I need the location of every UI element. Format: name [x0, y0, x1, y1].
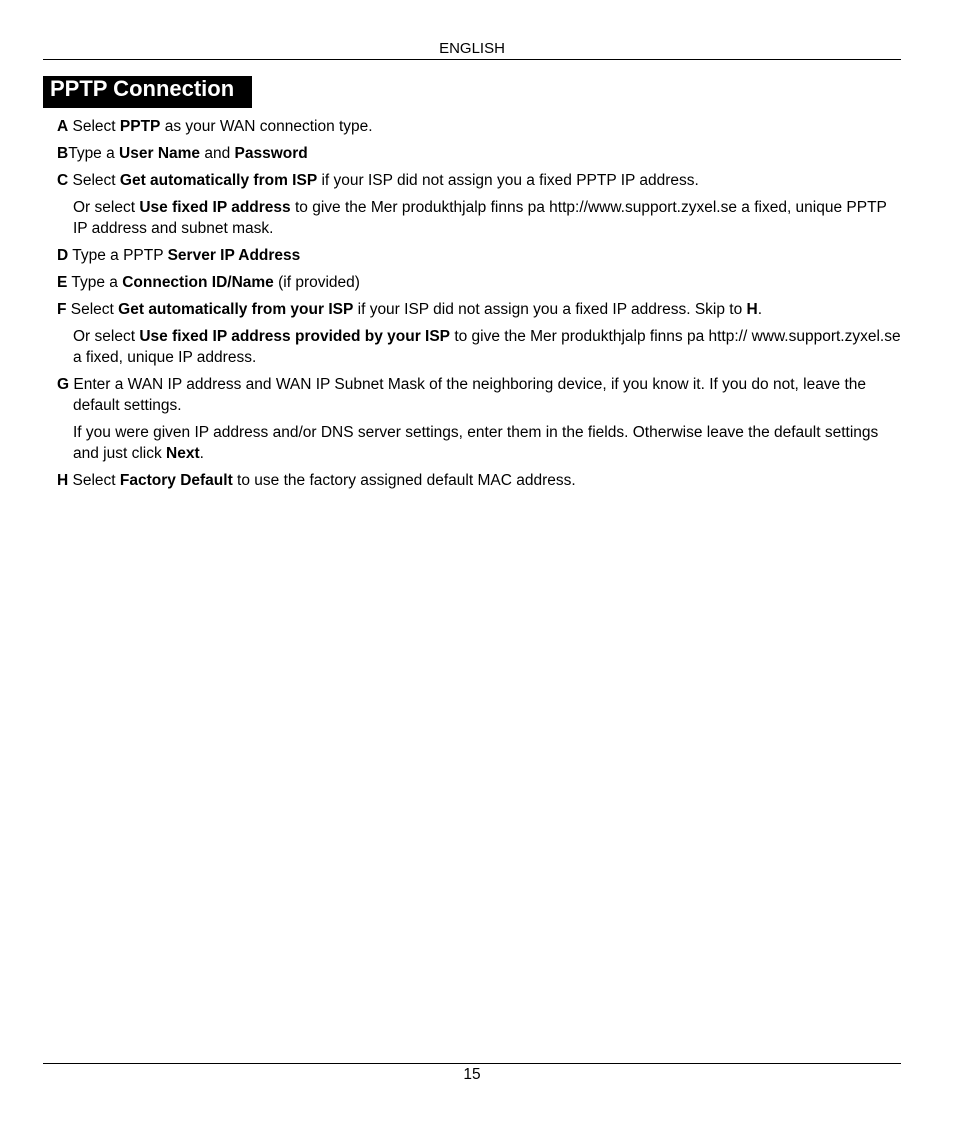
step-letter: B	[57, 145, 69, 162]
step-text: Select	[70, 301, 119, 318]
step-keyword: PPTP	[119, 118, 161, 135]
step-keyword: Server IP Address	[167, 247, 301, 264]
step-text: to use the factory assigned default MAC address.	[232, 472, 576, 489]
step-letter: G	[57, 376, 70, 393]
step-g	[57, 374, 902, 416]
section-title: PPTP Connection	[43, 76, 252, 108]
instruction-list	[57, 116, 902, 497]
step-letter: H	[57, 472, 69, 489]
step-keyword: Password	[234, 145, 308, 162]
step-keyword: Get automatically from ISP	[119, 172, 318, 189]
step-letter: C	[57, 172, 69, 189]
step-text: Select	[72, 118, 120, 135]
step-keyword: Next	[166, 445, 200, 462]
step-e	[57, 272, 902, 293]
step-letter: E	[57, 274, 68, 291]
step-text: Enter a WAN IP address and WAN IP Subnet Mask of the neighboring device, if you know it. If you do not, leave the default settings.	[73, 376, 867, 414]
footer-divider	[43, 1063, 901, 1064]
step-g-note	[57, 422, 902, 464]
step-text: Or select	[73, 199, 140, 216]
step-f	[57, 299, 902, 320]
step-text: if your ISP did not assign you a fixed PPTP IP address.	[317, 172, 699, 189]
step-text: If you were given IP address and/or DNS server settings, enter them in the fields. Otherwise leave the default settings and just click	[73, 424, 879, 462]
step-text: .	[757, 301, 763, 318]
step-keyword: H	[746, 301, 758, 318]
step-text: Or select	[73, 328, 140, 345]
step-f-note	[57, 326, 902, 368]
header-language-label: ENGLISH	[439, 40, 505, 57]
step-text: and	[200, 145, 235, 162]
step-text: Type a	[71, 274, 123, 291]
step-text: Select	[72, 472, 120, 489]
step-text: (if provided)	[273, 274, 360, 291]
step-letter: F	[57, 301, 67, 318]
step-text: .	[199, 445, 204, 462]
header-divider	[43, 59, 901, 60]
step-letter: A	[57, 118, 69, 135]
step-c	[57, 170, 902, 191]
step-keyword: Use fixed IP address	[139, 199, 291, 216]
step-keyword: Connection ID/Name	[122, 274, 274, 291]
step-a	[57, 116, 902, 137]
step-keyword: Factory Default	[119, 472, 233, 489]
step-c-note	[57, 197, 902, 239]
step-text: Select	[72, 172, 120, 189]
page-number: 15	[463, 1066, 481, 1083]
step-text: as your WAN connection type.	[160, 118, 373, 135]
step-text: to give the Mer produkthjalp finns pa http://www.support.zyxel.se a fixed, unique PPTP IP address and subnet mask.	[73, 199, 887, 237]
step-keyword: Get automatically from your ISP	[118, 301, 354, 318]
step-text: Type a	[68, 145, 120, 162]
step-b	[57, 143, 902, 164]
step-d	[57, 245, 902, 266]
step-keyword: Use fixed IP address provided by your ISP	[139, 328, 451, 345]
step-text: if your ISP did not assign you a fixed IP address. Skip to	[353, 301, 747, 318]
step-h	[57, 470, 902, 491]
step-text: Type a PPTP	[72, 247, 168, 264]
step-text: to give the Mer produkthjalp finns pa http:// www.support.zyxel.se a fixed, unique IP address.	[73, 328, 901, 366]
step-keyword: User Name	[119, 145, 201, 162]
step-letter: D	[57, 247, 69, 264]
